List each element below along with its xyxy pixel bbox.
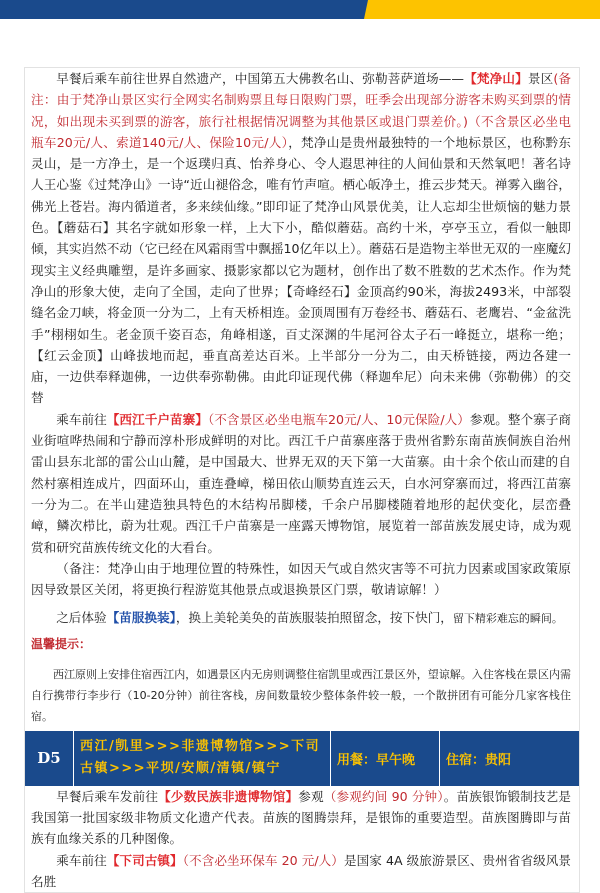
paragraph bbox=[31, 68, 571, 409]
text-segment: 留下精彩难忘的瞬间。 bbox=[452, 612, 563, 626]
highlight-attraction: 【苗服换装】 bbox=[106, 610, 176, 626]
day-stay: 住宿：贵阳 bbox=[440, 731, 580, 786]
paragraph bbox=[31, 786, 571, 850]
text-segment: 景区 bbox=[527, 71, 554, 86]
day-label: D5 bbox=[37, 749, 61, 768]
itinerary-content bbox=[24, 67, 580, 893]
note-text: (备注：由于梵净山景区实行全网实名制购票且每日限购门票，旺季会出现部分游客未购买到票的情况，如出现未买到票的游客，旅行社根据情况调整为其他景区或退门票差价。)（不含景区必坐电瓶车20元/人、索道140元/人、保险10元/人） bbox=[31, 71, 572, 150]
text-segment: 之后体验 bbox=[56, 610, 107, 626]
day-meals: 用餐：早午晚 bbox=[331, 731, 440, 786]
text-segment: 早餐后乘车发前往 bbox=[56, 788, 159, 804]
text-segment: 乘车前往 bbox=[56, 852, 107, 868]
note-text: （不含景区必坐电瓶车20元/人、10元保险/人） bbox=[207, 411, 470, 427]
paragraph bbox=[31, 850, 571, 893]
text-segment: 参观。整个寨子商业街喧哗热闹和宁静而淳朴形成鲜明的对比。西江千户苗寨座落于贵州省黔东南苗族侗族自治州雷山县东北部的雷公山山麓，是中国最大、世界无双的天下第一大苗寨。由十余个依山而建的自然村寨相连成片，四面环山，重连叠嶂，梯田依山顺势直连云天，白水河穿寨而过，将西江苗寨一分为二。在半山建造独具特色的木结构吊脚楼，千余户吊脚楼随着地形的起伏变化，层峦叠嶂，鳞次栉比，蔚为壮观。西江千户苗寨是一座露天博物馆，展览着一部苗族发展史诗，成为观赏和研究苗族传统文化的大看台。 bbox=[31, 411, 571, 555]
tips-section bbox=[25, 630, 579, 731]
highlight-attraction: 【梵净山】 bbox=[463, 71, 528, 86]
text-segment: （备注：梵净山由于地理位置的特殊性，如因天气或自然灾害等不可抗力因素或国家政策原因导致景区关闭，将更换行程游览其他景点或退换景区门票，敬请谅解！） bbox=[31, 560, 571, 598]
note-text: （不含必坐环保车 20 元/人） bbox=[182, 852, 344, 868]
header-bar-yellow bbox=[364, 0, 600, 19]
text-segment: 早餐后乘车前往世界自然遗产，中国第五大佛教名山、弥勒菩萨道场—— bbox=[56, 71, 464, 86]
text-segment: 是国家 4A 级旅游景区、贵州省省级风景名胜 bbox=[31, 852, 571, 889]
day5-description bbox=[25, 786, 579, 892]
highlight-attraction: 【西江千户苗寨】 bbox=[106, 411, 208, 427]
text-segment: 乘车前往 bbox=[56, 411, 107, 427]
day4-description bbox=[25, 68, 579, 630]
text-segment: 参观 bbox=[298, 788, 324, 804]
header-bar-blue bbox=[0, 0, 368, 19]
highlight-attraction: 【下司古镇】 bbox=[106, 852, 183, 868]
tips-text: 西江原则上安排住宿西江内，如遇景区内无房则调整住宿凯里或西江景区外，望谅解。入住客栈在景区内需自行携带行李步行（10-20分钟）前往客栈，房间数量较少整体条件较一般，一个散拼团有可能分几家客栈住宿。 bbox=[31, 667, 571, 723]
tips-title: 温馨提示： bbox=[31, 636, 92, 651]
highlight-attraction: 【少数民族非遗博物馆】 bbox=[158, 788, 299, 804]
text-segment: ，梵净山是贵州最独特的一个地标景区，也称黔东灵山，是一方净土，是一个返璞归真、怡养身心、令人遐思神往的人间仙景和天然氧吧！著名诗人王心鉴《过梵净山》一诗“近山褪俗念，唯有竹声喧。栖心皈净土，推云步梵天。禅雾入幽谷，佛光上苍岩。海内循道者，多来续仙缘。”即印证了梵净山风景优美，让人忘却尘世烦恼的魅力景色。【蘑菇石】其名字就如形象一样，上大下小，酷似蘑菇。高约十米，亭亭玉立，看似一触即倾，其实岿然不动（它已经在风霜雨雪中飘摇10亿年以上）。蘑菇石是造物主举世无双的一座魔幻现实主义经典雕塑，是许多画家、摄影家都以它为题材，创作出了数不胜数的艺术杰作。作为梵净山的形象大使，走向了全国，走向了世界；【奇峰经石】金顶高约90米，海拔2493米，中部裂缝名金刀峡，将金顶一分为二，上有天桥相连。金顶周围有万卷经书、蘑菇石、老鹰岩、“金盆洗手”栩栩如生。老金顶千姿百态，角峰相遂，百丈深渊的牛尾河谷太子石一峰挺立，堪称一绝；【红云金顶】山峰拔地而起，垂直高差达百米。上半部分一分为二，由天桥链接，两边各建一庙，一边供奉释迦佛，一边供奉弥勒佛。由此印证现代佛（释迦牟尼）向未来佛（弥勒佛）的交替 bbox=[31, 134, 572, 406]
note-text: （参观约间 90 分钟） bbox=[323, 788, 444, 804]
day-route: 西江/凯里>>>非遗博物馆>>>下司古镇>>>平坝/安顺/清镇/镇宁 bbox=[74, 731, 331, 786]
day-header-table bbox=[25, 731, 579, 786]
text-segment: 。苗族银饰锻制技艺是我国第一批国家级非物质文化遗产代表。苗族的图腾崇拜，是银饰的重要造型。苗族图腾即与苗族有血缘关系的几种图像。 bbox=[31, 788, 572, 847]
paragraph bbox=[31, 558, 571, 601]
paragraph bbox=[31, 409, 571, 558]
header-bar bbox=[0, 0, 600, 19]
text-segment: ，换上美轮美奂的苗族服装拍照留念，按下快门， bbox=[175, 610, 453, 626]
paragraph bbox=[31, 607, 571, 629]
